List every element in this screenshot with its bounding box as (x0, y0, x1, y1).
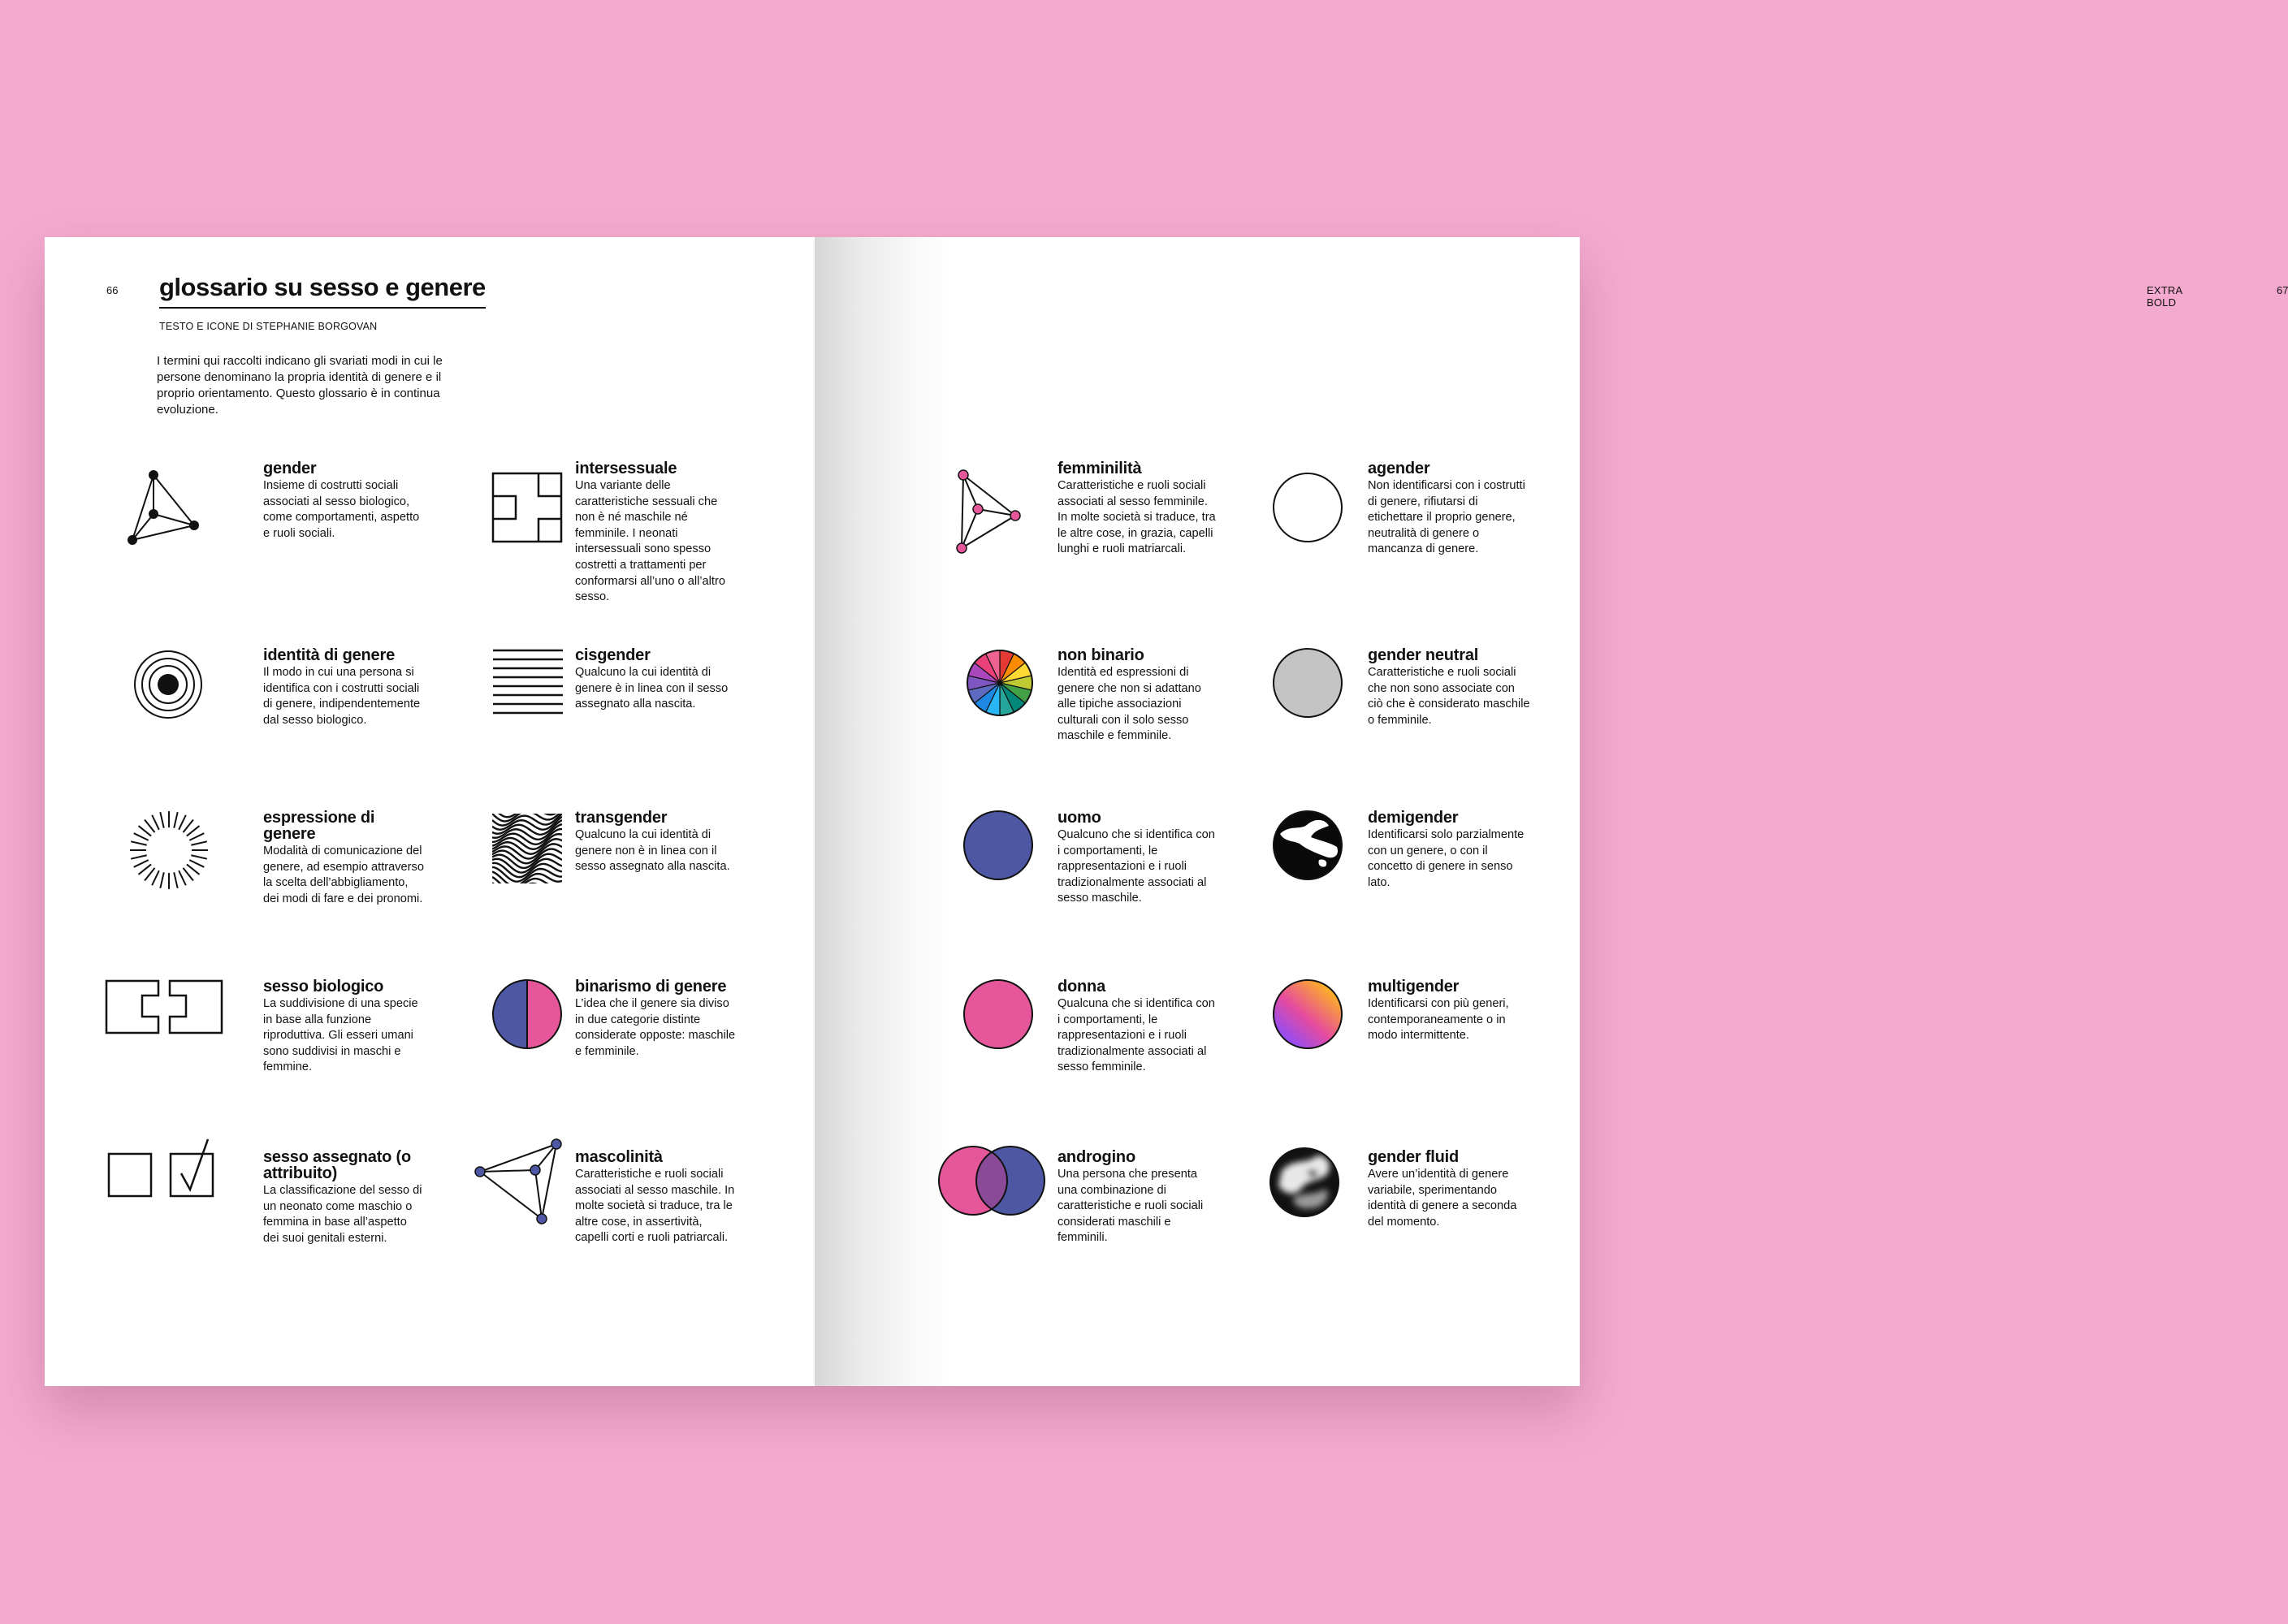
gradient-circle-icon (1272, 978, 1343, 1050)
entry-definition: Insieme di costrutti sociali associati al sesso biologico, come comportamenti, aspetto e ruoli sociali. (263, 479, 420, 540)
wavy-pattern-icon (492, 814, 562, 883)
entry-definition: Identità ed espressioni di genere che non si adattano alle tipiche associazioni culturali con il solo sesso maschile e femminile. (1057, 666, 1201, 743)
entry-term: identità di genere (263, 646, 395, 664)
entry-term: gender neutral (1368, 646, 1479, 664)
marble-circle-icon (1269, 1147, 1340, 1218)
entry-definition: Caratteristiche e ruoli sociali che non sono associate con ciò che è considerato maschile o femminile. (1368, 666, 1530, 727)
entry-term: mascolinità (575, 1148, 663, 1166)
page-number: 66 (106, 284, 119, 296)
entry-definition: Avere un’identità di genere variabile, sperimentando identità di genere a seconda del momento. (1368, 1168, 1517, 1229)
intro-paragraph: I termini qui raccolti indicano gli svariati modi in cui le persone denominano la propria identità di genere e il proprio orientamento. Questo glossario è in continua evoluzione. (157, 354, 443, 417)
puzzle-pieces-icon (105, 979, 223, 1034)
entry-definition: Non identificarsi con i costrutti di genere, rifiutarsi di etichettare il proprio genere, neutralità di genere o mancanza di genere. (1368, 479, 1525, 556)
page-number: 67 (2277, 284, 2288, 296)
credit-line: TESTO E ICONE DI STEPHANIE BORGOVAN (159, 321, 378, 332)
blue-circle-icon (962, 810, 1034, 881)
entry-definition: Identificarsi solo parzialmente con un genere, o con il concetto di genere in senso lato. (1368, 828, 1525, 889)
magazine-spread (45, 237, 2288, 1386)
entry-definition: Una persona che presenta una combinazione di caratteristiche e ruoli sociali considerati maschili e femminili. (1057, 1168, 1204, 1245)
split-circle-icon (491, 978, 563, 1050)
entry-term: binarismo di genere (575, 978, 727, 996)
entry-definition: Caratteristiche e ruoli sociali associati al sesso maschile. In molte società si traduce, tra le altre cose, in assertività, capelli corti e ruoli patriarcali. (575, 1168, 735, 1245)
black-white-blob-icon (1272, 810, 1343, 881)
entry-term: gender fluid (1368, 1148, 1460, 1166)
target-circles-icon (132, 649, 205, 722)
entry-term: multigender (1368, 978, 1460, 996)
gray-circle-icon (1272, 647, 1343, 719)
entry-term: agender (1368, 460, 1430, 477)
entry-term: donna (1057, 978, 1105, 996)
color-wheel-icon (966, 649, 1034, 717)
intersex-square-icon (491, 472, 564, 545)
entry-term: espressione di genere (263, 809, 375, 843)
entry-definition: Qualcuno la cui identità di genere è in linea con il sesso assegnato alla nascita. (575, 666, 729, 711)
pink-triangle-icon (957, 469, 1030, 558)
sunburst-icon (128, 810, 210, 891)
horizontal-lines-icon (493, 647, 566, 715)
entry-definition: Il modo in cui una persona si identifica con i costrutti sociali di genere, indipendentemente dal sesso biologico. (263, 666, 421, 727)
empty-circle-icon (1272, 472, 1343, 543)
entry-term: femminilità (1057, 460, 1142, 477)
entry-definition: La classificazione del sesso di un neonato come maschio o femmina in base all’aspetto dei suoi genitali esterni. (263, 1184, 422, 1245)
blue-triangle-icon (475, 1139, 564, 1229)
entry-definition: Qualcuno che si identifica con i comportamenti, le rappresentazioni e i ruoli tradizionalmente associati al sesso maschile. (1057, 828, 1215, 905)
page-title: glossario su sesso e genere (159, 273, 486, 309)
left-page (45, 237, 815, 1386)
entry-term: sesso biologico (263, 978, 384, 996)
right-page (815, 237, 2288, 1386)
entry-definition: La suddivisione di una specie in base alla funzione riproduttiva. Gli esseri umani sono suddivisi in maschi e femmine. (263, 997, 418, 1074)
entry-definition: Qualcuna che si identifica con i comportamenti, le rappresentazioni e i ruoli tradizionalmente associati al sesso femminile. (1057, 997, 1215, 1074)
entry-definition: Caratteristiche e ruoli sociali associati al sesso femminile. In molte società si traduce, tra le altre cose, in grazia, capelli lunghi e ruoli matriarcali. (1057, 479, 1216, 556)
venn-circles-icon (937, 1145, 1048, 1218)
entry-term: gender (263, 460, 317, 477)
running-head: EXTRA BOLD (2147, 284, 2182, 309)
entry-term: cisgender (575, 646, 651, 664)
entry-term: intersessuale (575, 460, 677, 477)
entry-definition: Modalità di comunicazione del genere, ad esempio attraverso la scelta dell’abbigliamento, dei modi di fare e dei pronomi. (263, 844, 424, 905)
entry-term: sesso assegnato (o attribuito) (263, 1148, 412, 1182)
checkbox-icon (107, 1134, 221, 1199)
entry-term: demigender (1368, 809, 1459, 827)
entry-definition: Una variante delle caratteristiche sessuali che non è né maschile né femminile. I neonati intersessuali sono spesso costretti a trattamenti per conformarsi all’uno o all’altro sesso. (575, 479, 725, 604)
gender-triangle-icon (116, 469, 214, 550)
entry-term: androgino (1057, 1148, 1135, 1166)
entry-term: transgender (575, 809, 668, 827)
entry-definition: Qualcuno la cui identità di genere non è in linea con il sesso assegnato alla nascita. (575, 828, 730, 874)
entry-definition: L’idea che il genere sia diviso in due categorie distinte considerate opposte: maschile e femminile. (575, 997, 736, 1058)
pink-circle-icon (962, 978, 1034, 1050)
entry-definition: Identificarsi con più generi, contemporaneamente o in modo intermittente. (1368, 997, 1509, 1043)
entry-term: uomo (1057, 809, 1101, 827)
entry-term: non binario (1057, 646, 1144, 664)
